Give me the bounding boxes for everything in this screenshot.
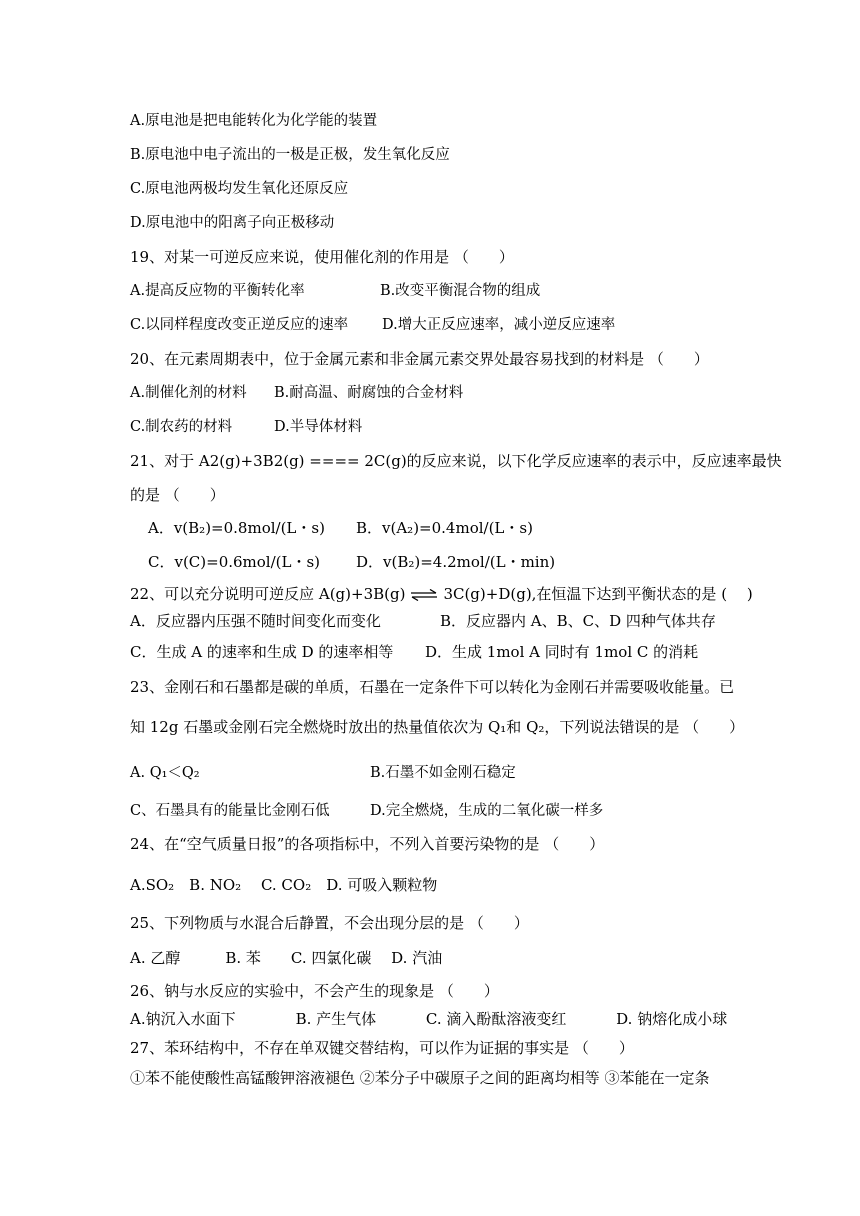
q21-option-d: D．v(B₂)=4.2mol/(L・min) [356,553,556,571]
q23-option-c: C、石墨具有的能量比金刚石低 [130,803,330,819]
q24-stem: 24、在“空气质量日报”的各项指标中，不列入首要污染物的是 （ ） [130,835,605,853]
q18-option-d: D.原电池中的阳离子向正极移动 [130,215,335,231]
q21-stem-prefix: 21、对于 A [130,452,210,470]
q23-options-row2 [130,801,603,821]
q23-stem-line2: 知 12g 石墨或金刚石完全燃烧时放出的热量值依次为 Q₁和 Q₂，下列说法错误的是 （ ） [130,718,745,736]
q22-option-d: D．生成 1mol A 同时有 1mol C 的消耗 [425,643,699,661]
q20-option-d: D.半导体材料 [274,419,363,435]
equilibrium-arrow-icon [409,589,439,601]
q20-options-row2 [130,417,362,437]
q21-option-b: B．v(A₂)=0.4mol/(L・s) [356,519,533,537]
q18-option-c: C.原电池两极均发生氧化还原反应 [130,181,349,197]
q22-option-b: B．反应器内 A、B、C、D 四种气体共存 [440,612,716,630]
q22-stem [130,584,753,604]
q19-option-c: C.以同样程度改变正逆反应的速率 [130,317,349,333]
q19-option-d: D.增大正反应速率，减小逆反应速率 [382,317,616,333]
q27-facts: ①苯不能使酸性高锰酸钾溶液褪色 ②苯分子中碳原子之间的距离均相等 ③苯能在一定条 [130,1069,710,1087]
q20-stem: 20、在元素周期表中，位于金属元素和非金属元素交界处最容易找到的材料是 （ ） [130,350,709,368]
q20-option-a: A.制催化剂的材料 [130,385,247,401]
q19-option-a: A.提高反应物的平衡转化率 [130,283,305,299]
q21-stem-line1 [130,451,782,471]
q23-stem-line1: 23、金刚石和石墨都是碳的单质，石墨在一定条件下可以转化为金刚石并需要吸收能量。已 [130,678,735,696]
q19-stem: 19、对某一可逆反应来说，使用催化剂的作用是 （ ） [130,248,514,266]
q22-options-row1 [130,611,716,631]
q19-option-b: B.改变平衡混合物的组成 [380,283,541,299]
q21-stem-equation: 2(g)+3B2(g) ==== 2C(g)的反应来说，以下化学反应速率的表示中，反应速率最快 [209,452,782,470]
q22-option-c: C．生成 A 的速率和生成 D 的速率相等 [130,643,394,661]
q20-options-row1 [130,383,463,403]
q23-option-d: D.完全燃烧，生成的二氧化碳一样多 [370,803,604,819]
q22-stem-prefix: 22、可以充分说明可逆反应 A(g)+3B(g) [130,585,406,603]
q26-stem: 26、钠与水反应的实验中，不会产生的现象是 （ ） [130,982,499,1000]
q27-stem: 27、苯环结构中，不存在单双键交替结构，可以作为证据的事实是 （ ） [130,1039,634,1057]
q20-option-b: B.耐高温、耐腐蚀的合金材料 [274,385,464,401]
q24-options: A.SO₂ B. NO₂ C. CO₂ D. 可吸入颗粒物 [130,876,438,894]
q22-options-row2 [130,642,698,662]
q18-option-a: A.原电池是把电能转化为化学能的装置 [130,113,378,129]
q21-stem-line2: 的是 （ ） [130,486,225,504]
q21-options-row1 [148,518,533,538]
q19-options-row1 [130,281,540,301]
q21-option-c: C．v(C)=0.6mol/(L・s) [148,553,321,571]
q19-options-row2 [130,315,615,335]
q22-stem-suffix: 3C(g)+D(g),在恒温下达到平衡状态的是 ( ) [443,585,753,603]
q22-option-a: A．反应器内压强不随时间变化而变化 [130,612,381,630]
q21-option-a: A．v(B₂)=0.8mol/(L・s) [148,519,325,537]
q23-options-row1 [130,763,516,783]
q25-options: A. 乙醇 B. 苯 C. 四氯化碳 D. 汽油 [130,949,443,967]
q20-option-c: C.制农药的材料 [130,419,233,435]
q26-options: A.钠沉入水面下 B. 产生气体 C. 滴入酚酞溶液变红 D. 钠熔化成小球 [130,1010,728,1028]
q23-option-a: A. Q₁＜Q₂ [130,765,200,781]
q25-stem: 25、下列物质与水混合后静置，不会出现分层的是 （ ） [130,914,529,932]
q21-options-row2 [148,552,555,572]
q18-option-b: B.原电池中电子流出的一极是正极，发生氧化反应 [130,147,450,163]
q23-option-b: B.石墨不如金刚石稳定 [370,765,516,781]
